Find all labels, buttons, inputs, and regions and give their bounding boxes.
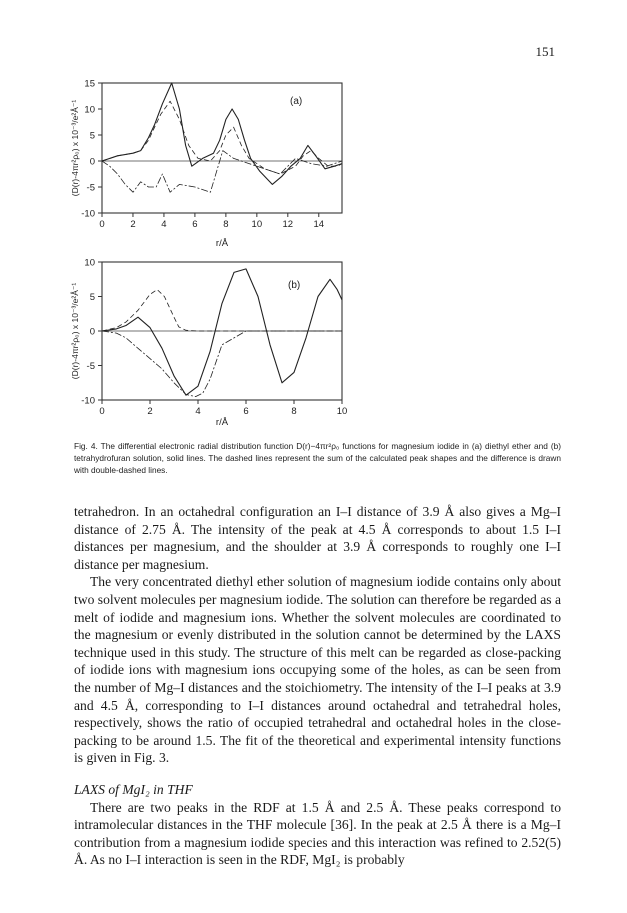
y-tick-label-a: 5 — [89, 130, 95, 142]
x-tick-label-b: 0 — [99, 406, 105, 417]
series-dash-dot-b — [102, 331, 342, 397]
section-heading: LAXS of MgI₂ in THF — [74, 781, 193, 797]
x-tick-label-a: 8 — [223, 219, 229, 230]
x-tick-label-b: 8 — [291, 406, 297, 417]
panel-label-a: (a) — [290, 96, 303, 107]
y-tick-label-b: 0 — [89, 326, 95, 338]
figure-4 — [0, 0, 627, 440]
figure-caption: Fig. 4. The differential electronic radial distribution function D(r)−4πr²ρ₀ functions for magnesium iodide in (a) diethyl ether and (b) tetrahydrofuran solution, solid lines. The dashed lines represent the sum of the calculated peak shapes and the difference is drawn with double-dashed lines. — [74, 441, 561, 475]
x-tick-label-a: 14 — [313, 219, 325, 230]
series-solid-b — [102, 269, 342, 395]
figure-4-plots — [0, 0, 627, 440]
y-tick-label-a: -10 — [81, 208, 95, 220]
x-tick-label-a: 12 — [282, 219, 294, 230]
y-tick-label-b: -10 — [81, 395, 95, 407]
body-text — [74, 503, 561, 869]
y-tick-label-a: 0 — [89, 156, 95, 168]
x-tick-label-a: 0 — [99, 219, 105, 230]
x-tick-label-a: 10 — [251, 219, 263, 230]
paragraph-3: There are two peaks in the RDF at 1.5 Å and 2.5 Å. These peaks correspond to intramolecular distances in the THF molecule [36]. In the peak at 2.5 Å there is a Mg–I contribution from a magnesium iodide species and this interaction was refined to 2.52(5) Å. As no I–I interaction is seen in the RDF, MgI₂ is probably — [74, 799, 561, 868]
panel-label-b: (b) — [288, 280, 301, 291]
y-tick-label-b: 5 — [89, 292, 95, 303]
x-tick-label-b: 4 — [195, 406, 201, 417]
y-tick-label-a: -5 — [86, 182, 95, 194]
x-tick-label-a: 4 — [161, 219, 167, 230]
paragraph-1: tetrahedron. In an octahedral configuration an I–I distance of 3.9 Å also gives a Mg–I distance of 2.75 Å. The intensity of the peak at 4.5 Å corresponds to about 1.5 I–I distances per magnesium, and the shoulder at 3.9 Å corresponds to roughly one I–I distance per magnesium. — [74, 504, 561, 572]
paragraph-2: The very concentrated diethyl ether solution of magnesium iodide contains only about two solvent molecules per magnesium iodide. The solution can therefore be regarded as a melt of iodide and magnesium ions. Whether the solvent molecules are coordinated to the magnesium or evenly distributed in the solution cannot be determined by the LAXS technique used in this study. The structure of this melt can be regarded as close-packing of iodide ions with magnesium ions occupying some of the holes, as can be seen from the number of Mg–I distances and the stoichiometry. The intensity of the I–I peaks at 3.9 and 4.5 Å, corresponding to I–I distances around octahedral and tetrahedral holes, respectively, shows the ratio of occupied tetrahedral and octahedral holes in the close-packing to be around 1.5. The fit of the theoretical and experimental intensity functions is given in Fig. 3. — [74, 574, 561, 766]
series-dashed-a — [102, 101, 342, 174]
x-tick-label-a: 6 — [192, 219, 198, 230]
series-solid-a — [102, 83, 342, 184]
x-axis-label-a: r/Å — [215, 238, 229, 249]
x-tick-label-b: 2 — [147, 406, 153, 417]
x-axis-label-b: r/Å — [215, 417, 229, 428]
y-tick-label-b: 10 — [84, 257, 95, 269]
series-dash-dot-a — [102, 151, 342, 193]
series-dashed-b — [102, 290, 342, 331]
page-number: 151 — [535, 44, 555, 59]
y-axis-label-b: (D(r)-4πr²ρ₀) x 10⁻³/e²Å⁻¹ — [70, 282, 80, 380]
x-tick-label-b: 10 — [336, 406, 348, 417]
y-tick-label-a: 10 — [84, 104, 95, 116]
x-tick-label-b: 6 — [243, 406, 249, 417]
y-tick-label-a: 15 — [84, 78, 95, 90]
y-axis-label-a: (D(r)-4πr²ρ₀) x 10⁻³/e²Å⁻¹ — [70, 99, 80, 197]
y-tick-label-b: -5 — [86, 361, 95, 372]
x-tick-label-a: 2 — [130, 219, 136, 230]
